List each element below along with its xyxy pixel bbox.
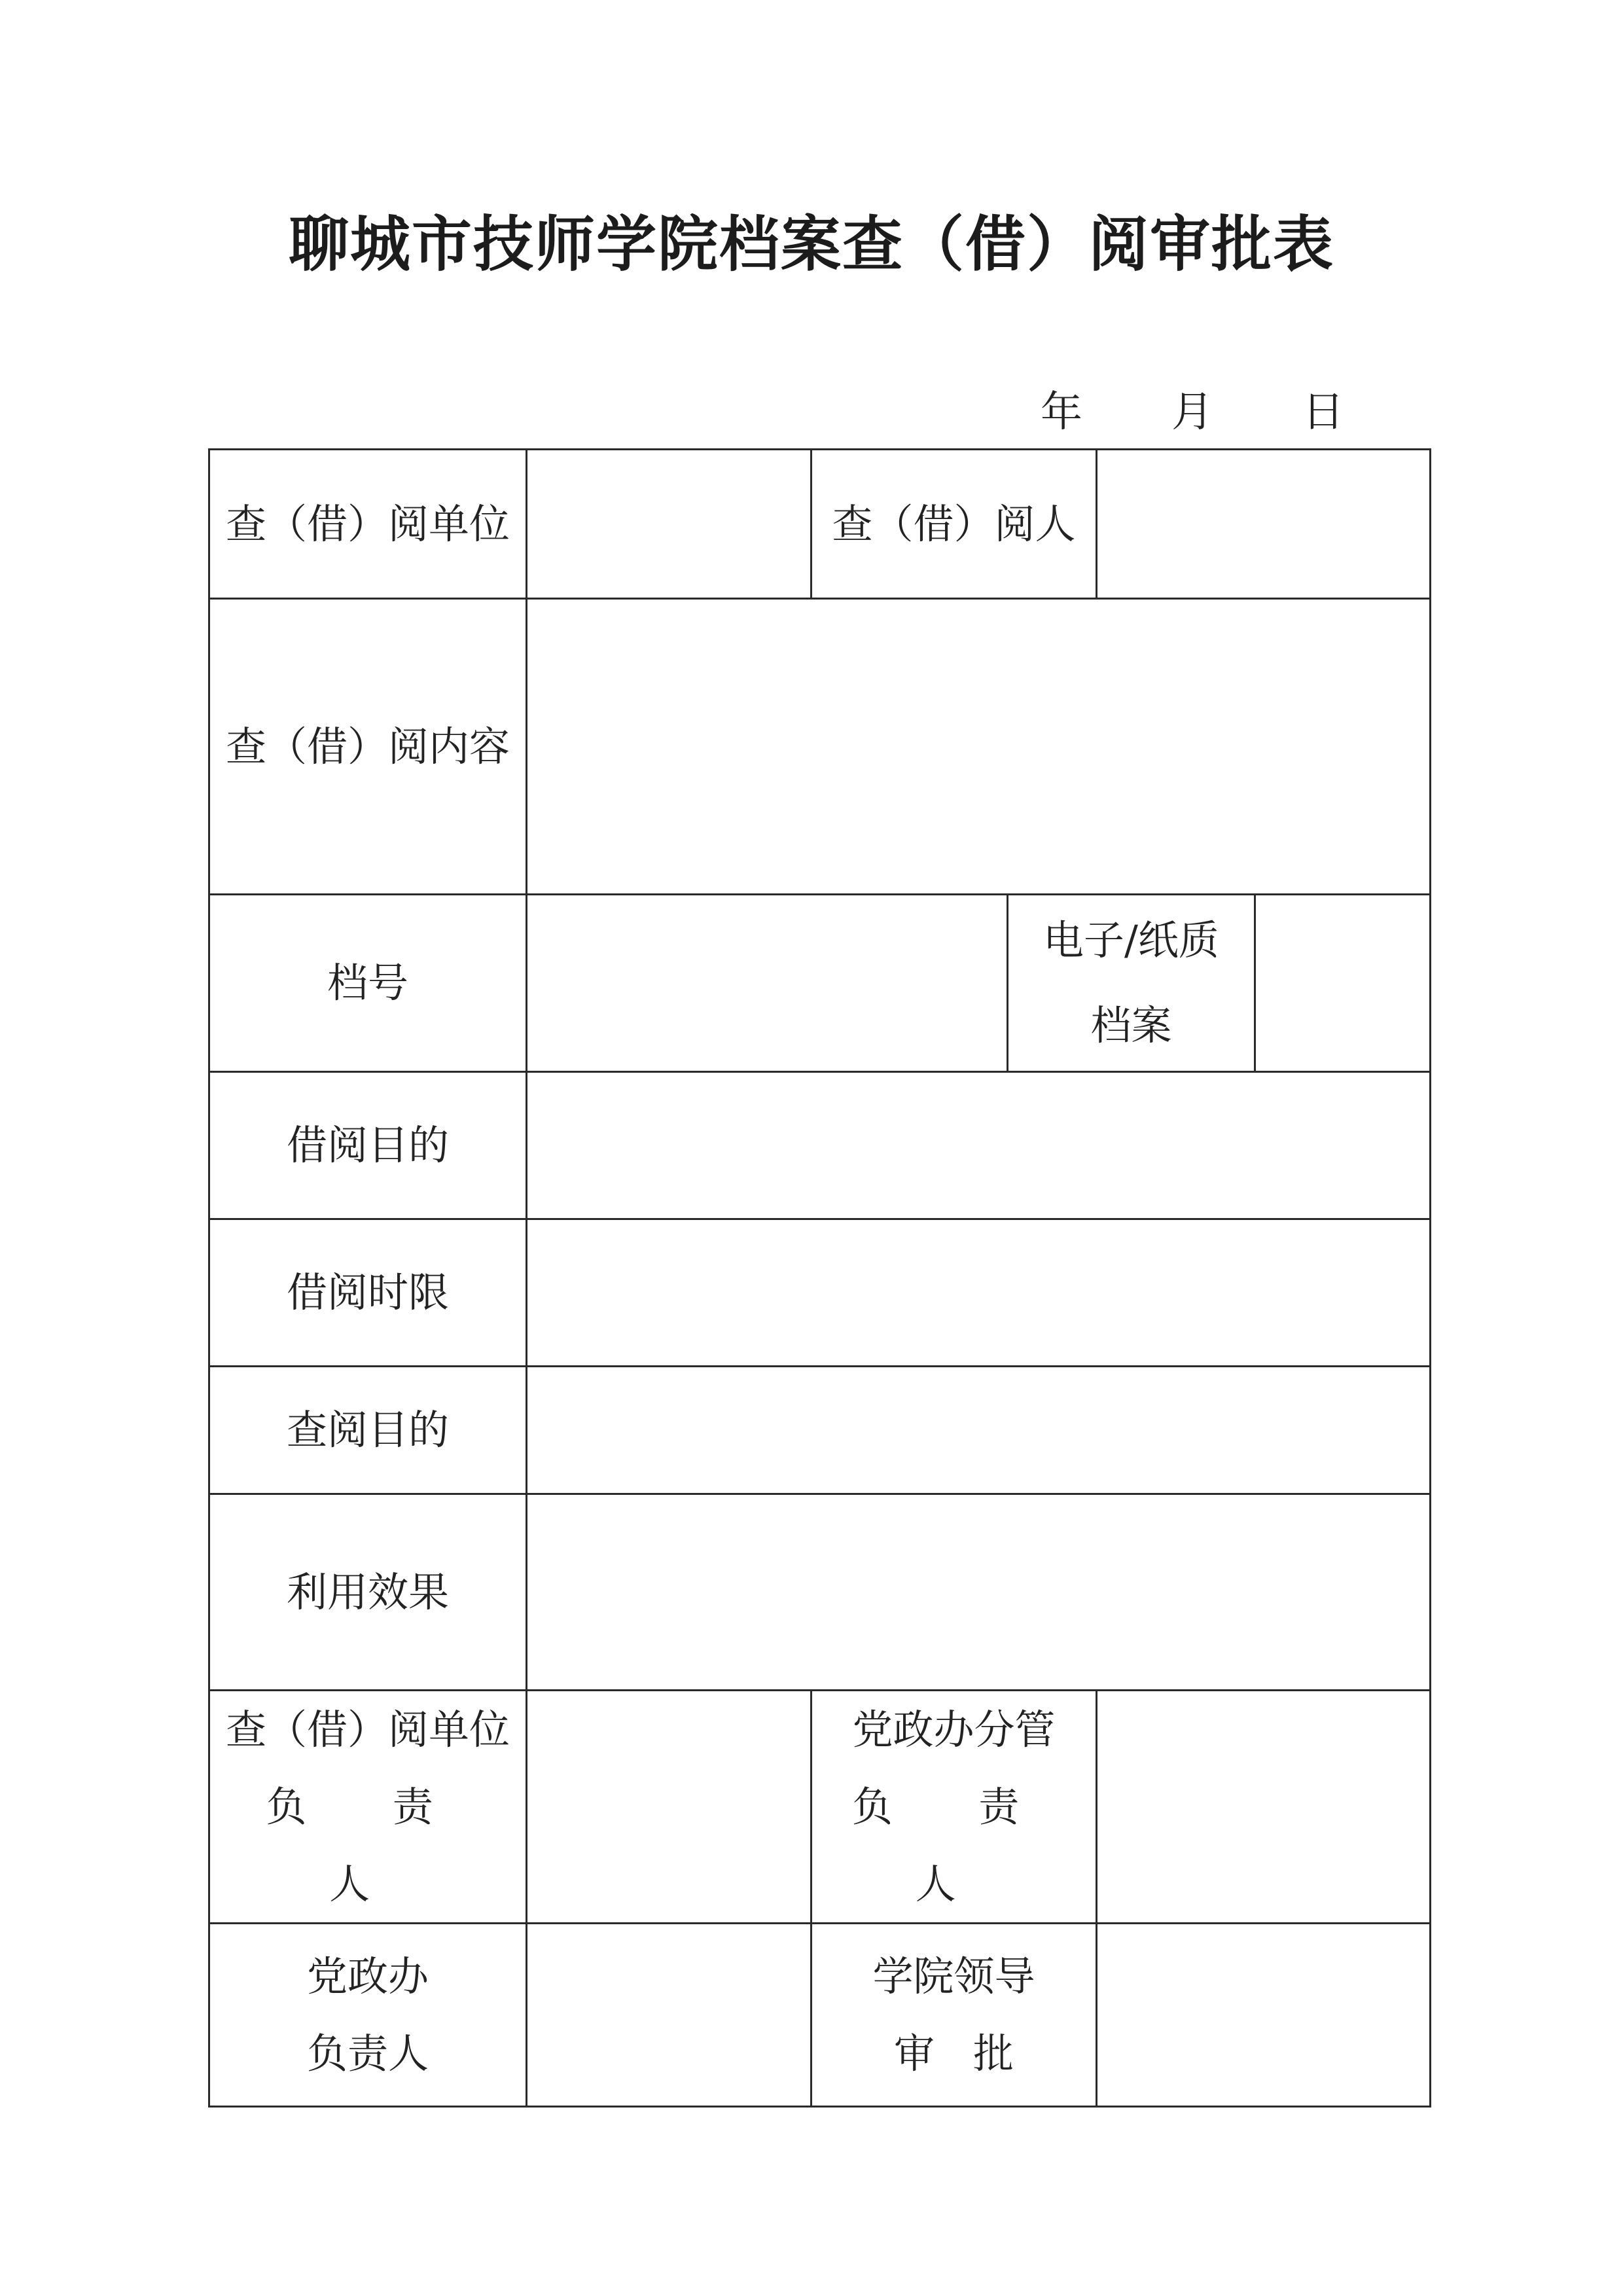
- leader-approval-label: [812, 1924, 1097, 2107]
- person-field[interactable]: [1097, 450, 1431, 599]
- media-type-label: [1008, 895, 1255, 1071]
- media-type-line1: 电子/纸质: [1043, 916, 1219, 964]
- date-line: [1021, 378, 1361, 444]
- approval-form-table: [208, 448, 1431, 2108]
- effect-field[interactable]: [527, 1494, 1431, 1691]
- date-month-label: 月: [1171, 388, 1213, 437]
- table-row: [209, 1494, 1431, 1691]
- content-label: 查（借）阅内容: [209, 599, 527, 895]
- table-row: [209, 1367, 1431, 1494]
- unit-head-line2: 负 责 人: [266, 1782, 470, 1908]
- content-field[interactable]: [527, 599, 1431, 895]
- file-number-label: 档号: [209, 895, 527, 1072]
- unit-label: 查（借）阅单位: [209, 450, 527, 599]
- unit-head-label: [209, 1691, 527, 1924]
- leader-approval-line2: 审 批: [893, 2029, 1014, 2077]
- page-title: 聊城市技师学院档案查（借）阅审批表: [288, 209, 1334, 279]
- date-day-label: 日: [1302, 388, 1344, 437]
- table-row: [209, 599, 1431, 895]
- borrow-period-field[interactable]: [527, 1219, 1431, 1367]
- unit-head-line1: 查（借）阅单位: [225, 1706, 510, 1753]
- office-manager-line1: 党政办分管: [852, 1706, 1056, 1753]
- borrow-period-label: 借阅时限: [209, 1219, 527, 1367]
- media-type-line2: 档案: [1090, 1001, 1172, 1049]
- file-number-field[interactable]: [527, 895, 1008, 1072]
- leader-approval-field[interactable]: [1097, 1924, 1431, 2107]
- office-head-label: [209, 1924, 527, 2107]
- date-year-label: 年: [1041, 388, 1082, 437]
- table-row: [209, 1691, 1431, 1924]
- office-head-field[interactable]: [527, 1924, 812, 2107]
- borrow-purpose-label: 借阅目的: [209, 1072, 527, 1219]
- office-manager-label: [812, 1691, 1097, 1924]
- media-type-group: [1008, 895, 1431, 1072]
- office-head-line1: 党政办: [306, 1952, 429, 2001]
- table-row: [209, 895, 1431, 1072]
- media-type-field[interactable]: [1255, 895, 1430, 1071]
- effect-label: 利用效果: [209, 1494, 527, 1691]
- person-label: 查（借）阅人: [812, 450, 1097, 599]
- table-row: [209, 1072, 1431, 1219]
- office-manager-field[interactable]: [1097, 1691, 1431, 1924]
- unit-field[interactable]: [527, 450, 812, 599]
- borrow-purpose-field[interactable]: [527, 1072, 1431, 1219]
- unit-head-field[interactable]: [527, 1691, 812, 1924]
- office-manager-line2: 负 责 人: [851, 1782, 1056, 1908]
- office-head-line2: 负责人: [306, 2029, 429, 2077]
- table-row: [209, 450, 1431, 599]
- table-row: [209, 1219, 1431, 1367]
- leader-approval-line1: 学院领导: [872, 1952, 1035, 2001]
- consult-purpose-field[interactable]: [527, 1367, 1431, 1494]
- table-row: [209, 1924, 1431, 2107]
- consult-purpose-label: 查阅目的: [209, 1367, 527, 1494]
